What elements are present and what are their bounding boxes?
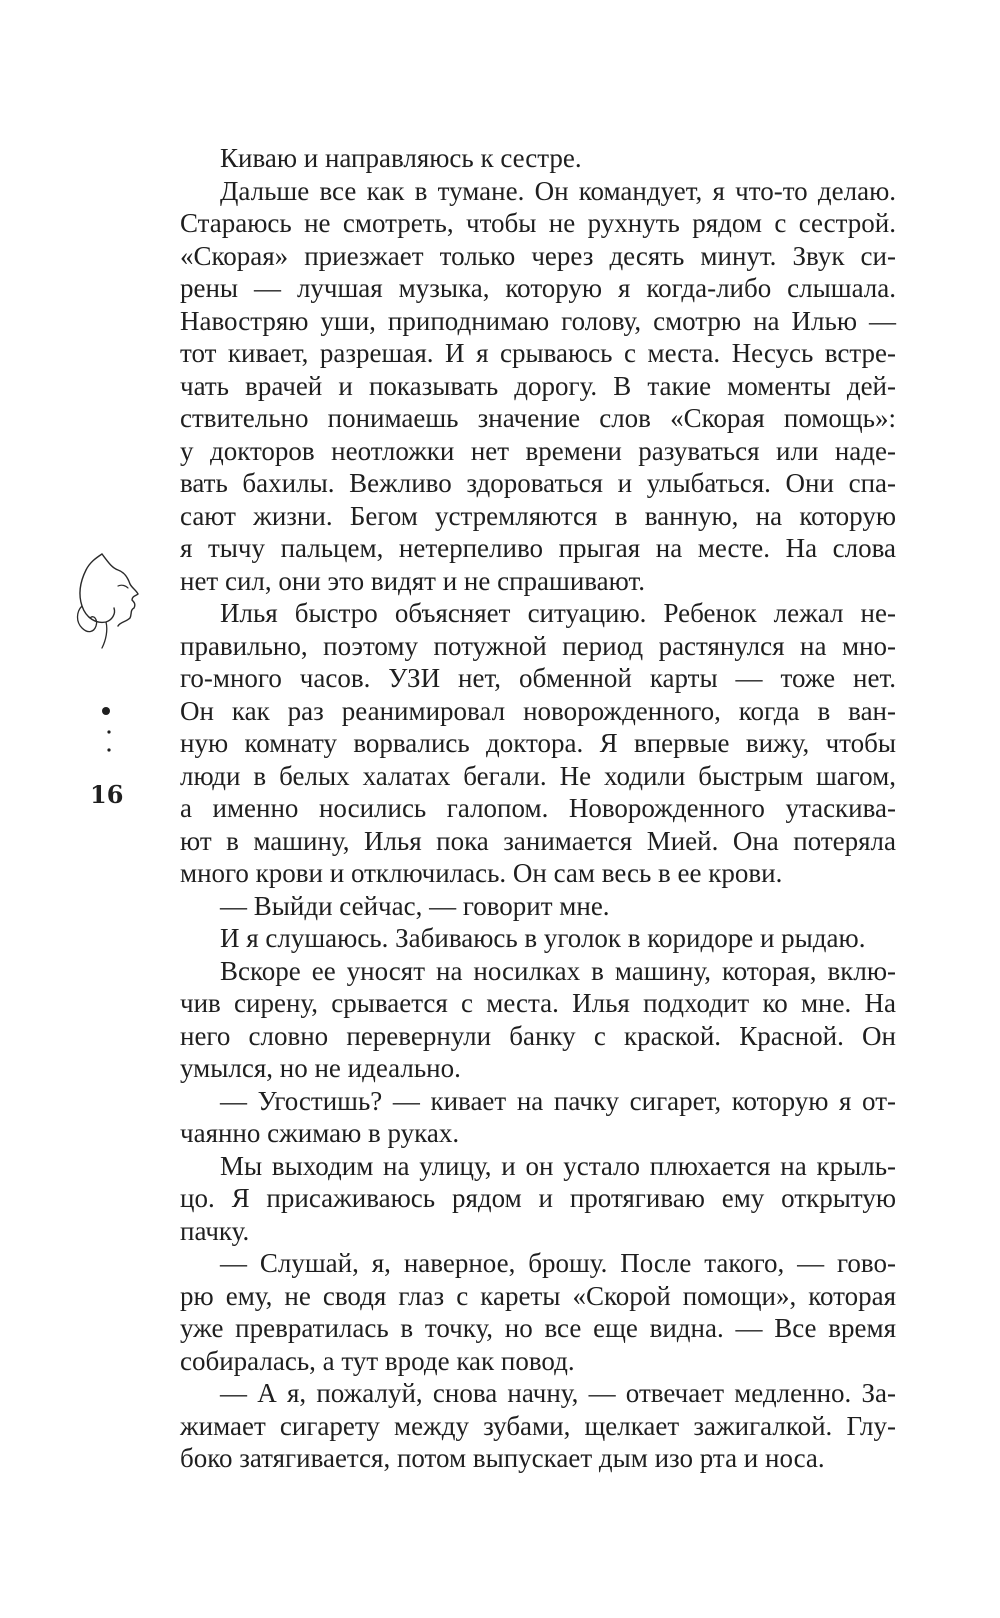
text-line: люди в белых халатах бегали. Не ходили быстрым шагом,	[180, 760, 896, 791]
text-line: жимает сигарету между зубами, щелкает зажигалкой. Глу-	[180, 1410, 896, 1441]
text-line: цо. Я присаживаюсь рядом и протягиваю ему открытую	[180, 1183, 896, 1213]
text-line: — Угостишь? — кивает на пачку сигарет, которую я от-	[220, 1085, 896, 1116]
text-line: рю ему, не сводя глаз с кареты «Скорой помощи», которая	[180, 1280, 896, 1311]
text-line: — А я, пожалуй, снова начну, — отвечает медленно. За-	[220, 1378, 896, 1408]
text-line: — Слушай, я, наверное, брошу. После такого, — гово-	[220, 1248, 896, 1278]
vertical-dots-ornament-icon	[100, 706, 120, 756]
text-line: го-много часов. УЗИ нет, обменной карты — тоже нет.	[180, 663, 896, 693]
text-line: Стараюсь не смотреть, чтобы не рухнуть рядом с сестрой.	[180, 208, 896, 238]
text-line: него словно перевернули банку с краской. Красной. Он	[180, 1020, 896, 1051]
text-line: Вскоре ее уносят на носилках в машину, которая, вклю-	[220, 955, 896, 986]
text-line: правильно, поэтому потужной период растянулся на мно-	[180, 630, 896, 661]
text-line: Он как раз реанимировал новорожденного, когда в ван-	[180, 695, 896, 726]
text-line: — Выйди сейчас, — говорит мне.	[220, 890, 610, 921]
text-line: ствительно понимаешь значение слов «Скорая помощь»:	[180, 403, 896, 433]
text-line: И я слушаюсь. Забиваюсь в уголок в коридоре и рыдаю.	[220, 923, 866, 953]
text-line: у докторов неотложки нет времени разуваться или наде-	[180, 435, 896, 466]
text-line: Дальше все как в тумане. Он командует, я что-то делаю.	[220, 175, 896, 206]
text-line: боко затягивается, потом выпускает дым изо рта и носа.	[180, 1443, 825, 1473]
text-line: много крови и отключилась. Он сам весь в ее крови.	[180, 858, 783, 888]
text-line: собиралась, а тут вроде как повод.	[180, 1345, 575, 1376]
text-line: чив сирену, срывается с места. Илья подходит ко мне. На	[180, 988, 896, 1018]
text-line: рены — лучшая музыка, которую я когда-либо слышала.	[180, 273, 896, 303]
body-text	[180, 142, 896, 1475]
text-line: пачку.	[180, 1215, 250, 1246]
text-line: чаянно сжимаю в руках.	[180, 1118, 460, 1148]
text-line: вать бахилы. Вежливо здороваться и улыбаться. Они спа-	[180, 468, 896, 498]
text-line: сают жизни. Бегом устремляются в ванную, на которую	[180, 500, 896, 531]
text-line: «Скорая» приезжает только через десять минут. Звук си-	[180, 240, 896, 271]
text-line: Навостряю уши, приподнимаю голову, смотрю на Илью —	[180, 305, 896, 336]
page-number: 16	[90, 780, 124, 809]
text-line: Мы выходим на улицу, и он устало плюхается на крыль-	[220, 1150, 896, 1181]
text-line: а именно носились галопом. Новорожденного утаскива-	[180, 793, 896, 823]
text-line: Илья быстро объясняет ситуацию. Ребенок лежал не-	[220, 598, 896, 628]
text-line: тот кивает, разрешая. И я срываюсь с места. Несусь встре-	[180, 338, 896, 368]
text-line: Киваю и направляюсь к сестре.	[220, 143, 582, 173]
face-profile-line-art-icon	[72, 548, 152, 658]
text-line: уже превратилась в точку, но все еще видна. — Все время	[180, 1313, 896, 1343]
text-line: нет сил, они это видят и не спрашивают.	[180, 565, 645, 596]
text-line: ют в машину, Илья пока занимается Мией. Она потеряла	[180, 825, 896, 856]
text-line: умылся, но не идеально.	[180, 1053, 461, 1083]
text-line: я тычу пальцем, нетерпеливо прыгая на месте. На слова	[180, 533, 896, 563]
text-line: ную комнату ворвались доктора. Я впервые вижу, чтобы	[180, 728, 896, 758]
text-line: чать врачей и показывать дорогу. В такие моменты дей-	[180, 370, 896, 401]
